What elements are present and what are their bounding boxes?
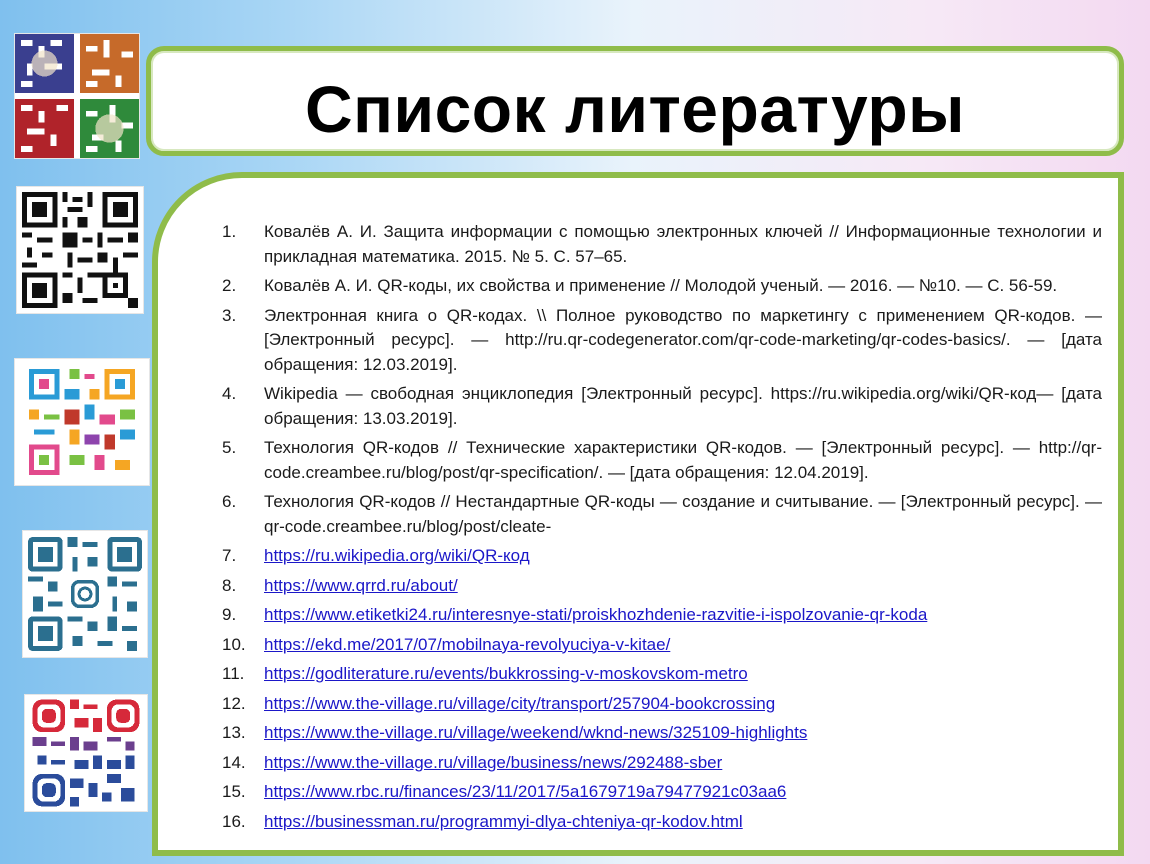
reference-text: Технология QR-кодов // Нестандартные QR-коды — создание и считывание. — [Электронный ресурс]. — qr-code.creambee.ru/blog/post/cleate- xyxy=(264,492,1102,536)
reference-link[interactable]: https://www.the-village.ru/village/city/transport/257904-bookcrossing xyxy=(264,693,776,713)
reference-link[interactable]: https://ekd.me/2017/07/mobilnaya-revolyuciya-v-kitae/ xyxy=(264,634,671,654)
reference-text: Wikipedia — свободная энциклопедия [Электронный ресурс]. https://ru.wikipedia.org/wiki/QR-код— [дата обращения: 13.03.2019]. xyxy=(264,384,1102,428)
reference-item-10 xyxy=(222,633,1102,658)
reference-link[interactable]: https://www.the-village.ru/village/weekend/wknd-news/325109-highlights xyxy=(264,723,808,742)
reference-number: 7. xyxy=(222,546,237,565)
reference-item-14 xyxy=(222,751,1102,776)
reference-text: Ковалёв А. И. QR-коды, их свойства и применение // Молодой ученый. — 2016. — №10. — С. 56-59. xyxy=(264,276,1058,295)
reference-number: 16. xyxy=(222,811,246,831)
qr-code-black-icon xyxy=(16,186,144,314)
reference-number: 14. xyxy=(222,752,246,772)
reference-link[interactable]: https://www.etiketki24.ru/interesnye-stati/proiskhozhdenie-razvitie-i-ispolzovanie-qr-koda xyxy=(264,605,928,624)
reference-number: 3. xyxy=(222,305,237,325)
qr-code-instagram-icon xyxy=(22,530,148,658)
reference-item-11 xyxy=(222,662,1102,687)
reference-item-7 xyxy=(222,544,1102,569)
reference-number: 12. xyxy=(222,693,246,713)
reference-number: 9. xyxy=(222,605,237,624)
art-qr-portrait-icon xyxy=(14,33,140,159)
reference-number: 2. xyxy=(222,276,237,295)
reference-number: 15. xyxy=(222,782,246,801)
reference-number: 13. xyxy=(222,723,246,742)
reference-link[interactable]: https://www.qrrd.ru/about/ xyxy=(264,575,458,595)
reference-item-2 xyxy=(222,274,1102,299)
reference-text: Электронная книга о QR-кодах. \\ Полное руководство по маркетингу с применением QR-кодов. — [Электронный ресурс]. — http://ru.qr-codegenerator.com/qr-code-marketing/qr-codes-basics/. — [дата обращения: 12.03.2019]. xyxy=(264,305,1102,374)
reference-item-15 xyxy=(222,780,1102,805)
reference-number: 11. xyxy=(222,664,245,683)
reference-number: 1. xyxy=(222,222,237,241)
reference-number: 10. xyxy=(222,634,246,654)
reference-item-5 xyxy=(222,436,1102,485)
reference-list xyxy=(222,220,1102,834)
reference-item-8 xyxy=(222,574,1102,599)
reference-item-16 xyxy=(222,810,1102,835)
page-title: Список литературы xyxy=(304,72,966,146)
reference-link[interactable]: https://godliterature.ru/events/bukkrossing-v-moskovskom-metro xyxy=(264,664,748,683)
reference-number: 6. xyxy=(222,492,237,511)
reference-number: 8. xyxy=(222,575,237,595)
reference-link[interactable]: https://businessman.ru/programmyi-dlya-chteniya-qr-kodov.html xyxy=(264,811,743,831)
reference-text: Технология QR-кодов // Технические характеристики QR-кодов. — [Электронный ресурс]. — http://qr-code.creambee.ru/blog/post/qr-specification/. — [дата обращения: 12.04.2019]. xyxy=(264,438,1102,482)
reference-item-1 xyxy=(222,220,1102,269)
title-frame xyxy=(146,46,1124,156)
reference-item-6 xyxy=(222,490,1102,539)
reference-number: 5. xyxy=(222,438,237,457)
reference-link[interactable]: https://ru.wikipedia.org/wiki/QR-код xyxy=(264,546,530,565)
qr-sidebar xyxy=(0,0,160,864)
reference-item-13 xyxy=(222,721,1102,746)
reference-number: 4. xyxy=(222,384,237,403)
reference-item-9 xyxy=(222,603,1102,628)
reference-link[interactable]: https://www.rbc.ru/finances/23/11/2017/5a1679719a79477921c03aa6 xyxy=(264,782,787,801)
reference-link[interactable]: https://www.the-village.ru/village/business/news/292488-sber xyxy=(264,752,723,772)
qr-code-colorful-icon xyxy=(14,358,150,486)
reference-item-3 xyxy=(222,304,1102,378)
reference-item-12 xyxy=(222,692,1102,717)
reference-text: Ковалёв А. И. Защита информации с помощью электронных ключей // Информационные технологии и прикладная математика. 2015. № 5. С. 57–65. xyxy=(264,222,1102,266)
qr-code-red-blue-icon xyxy=(24,694,148,812)
reference-item-4 xyxy=(222,382,1102,431)
